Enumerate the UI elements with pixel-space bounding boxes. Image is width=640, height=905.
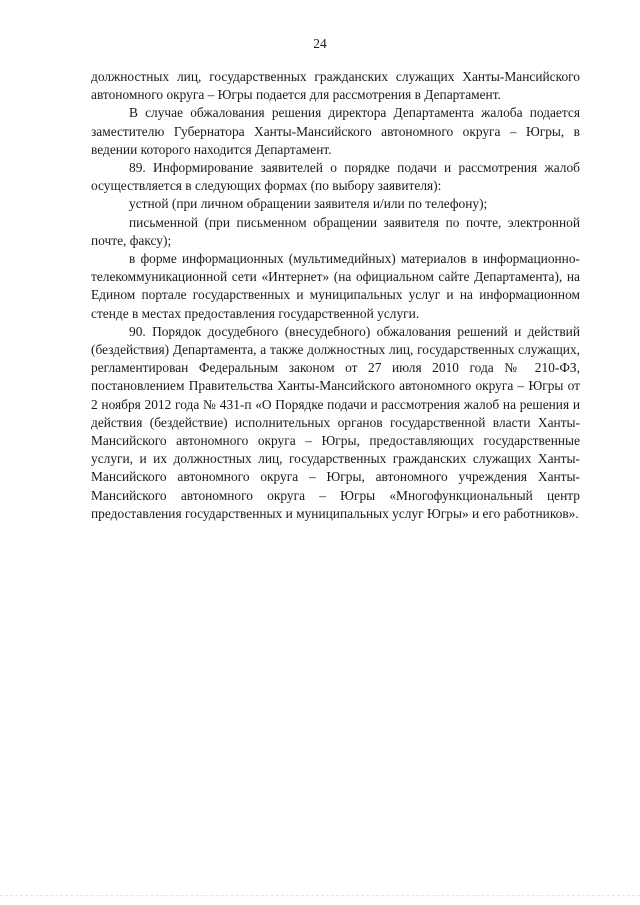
page-number: 24	[313, 36, 327, 51]
paragraph-oral-form: устной (при личном обращении заявителя и/или по телефону);	[129, 196, 488, 212]
paragraph-89: 89. Информирование заявителей о порядке подачи и рассмотрения жалоб осуществляется в следующих формах (по выбору заявителя):	[91, 160, 580, 194]
paragraph-written-form: письменной (при письменном обращении заявителя по почте, электронной почте, факсу);	[91, 214, 580, 248]
document-body	[91, 68, 580, 523]
paragraph-90: 90. Порядок досудебного (внесудебного) обжалования решений и действий (бездействия) Департамента, а также должностных лиц, государственных служащих, регламентирован Федеральным законом от 27 июля 2010 года № 210-ФЗ, постановлением Правительства Ханты-Мансийского автономного округа – Югры от 2 ноября 2012 года № 431-п «О Порядке подачи и рассмотрения жалоб на решения и действия (бездействие) исполнительных органов государственной власти Ханты-Мансийского автономного округа – Югры, предоставляющих государственные услуги, и их должностных лиц, государственных гражданских служащих Ханты-Мансийского автономного округа – Югры, автономного учреждения Ханты-Мансийского автономного округа – Югры «Многофункциональный центр предоставления государственных и муниципальных услуг Югры» и его работников».	[91, 323, 580, 521]
paragraph-appeal-to-deputy-governor: В случае обжалования решения директора Департамента жалоба подается заместителю Губернатора Ханты-Мансийского автономного округа – Югры, в ведении которого находится Департамент.	[91, 105, 580, 157]
paragraph-continuation: должностных лиц, государственных гражданских служащих Ханты-Мансийского автономного округа – Югры подается для рассмотрения в Департамент.	[91, 69, 580, 103]
paragraph-multimedia-form: в форме информационных (мультимедийных) материалов в информационно-телекоммуникационной сети «Интернет» (на официальном сайте Департамента), на Едином портале государственных и муниципальных услуг и на информационном стенде в местах предоставления государственной услуги.	[91, 251, 580, 321]
page-bottom-edge	[0, 895, 640, 897]
